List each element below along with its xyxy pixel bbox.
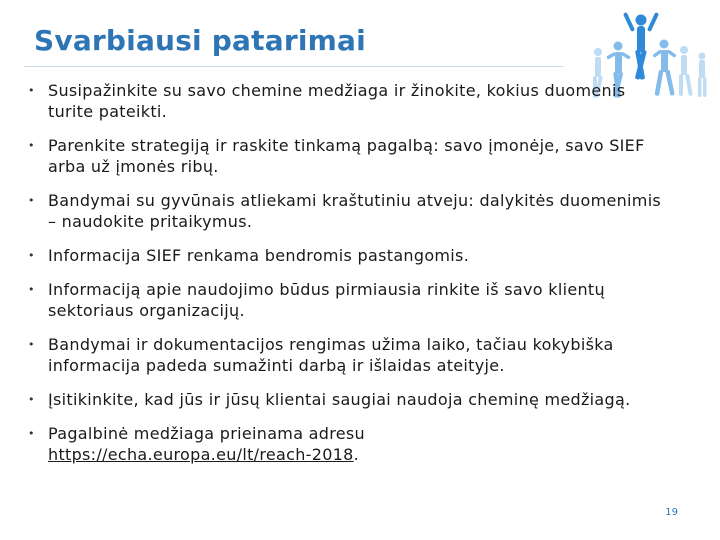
list-item: • Bandymai su gyvūnais atliekami kraštutiniu atveju: dalykitės duomenimis – naudokite pritaikymus.: [28, 191, 662, 231]
list-item: • Parenkite strategiją ir raskite tinkamą pagalbą: savo įmonėje, savo SIEF arba už įmonės ribų.: [28, 136, 645, 176]
title-divider: [24, 66, 564, 67]
list-item: • Įsitikinkite, kad jūs ir jūsų klientai saugiai naudoja cheminę medžiagą.: [28, 390, 631, 409]
bullet-icon: •: [28, 194, 35, 207]
bullet-icon: •: [28, 427, 35, 440]
bullet-icon: •: [28, 393, 35, 406]
page-number: 19: [665, 507, 678, 518]
list-item: • Susipažinkite su savo chemine medžiaga ir žinokite, kokius duomenis turite pateikti.: [28, 81, 626, 121]
list-item: • Pagalbinė medžiaga prieinama adresu https://echa.europa.eu/lt/reach-2018.: [28, 424, 365, 464]
list-item: • Informacija SIEF renkama bendromis pastangomis.: [28, 246, 470, 265]
bullet-icon: •: [28, 283, 35, 296]
tips-list: [24, 80, 674, 478]
bullet-icon: •: [28, 338, 35, 351]
bullet-icon: •: [28, 249, 35, 262]
bullet-icon: •: [28, 84, 35, 97]
slide-title: Svarbiausi patarimai: [34, 24, 366, 57]
reach-2018-link[interactable]: https://echa.europa.eu/lt/reach-2018: [48, 445, 354, 464]
list-item: • Informaciją apie naudojimo būdus pirmiausia rinkite iš savo klientų sektoriaus organizacijų.: [28, 280, 605, 320]
list-item: • Bandymai ir dokumentacijos rengimas užima laiko, tačiau kokybiška informacija padeda sumažinti darbą ir išlaidas ateityje.: [28, 335, 614, 375]
bullet-icon: •: [28, 139, 35, 152]
